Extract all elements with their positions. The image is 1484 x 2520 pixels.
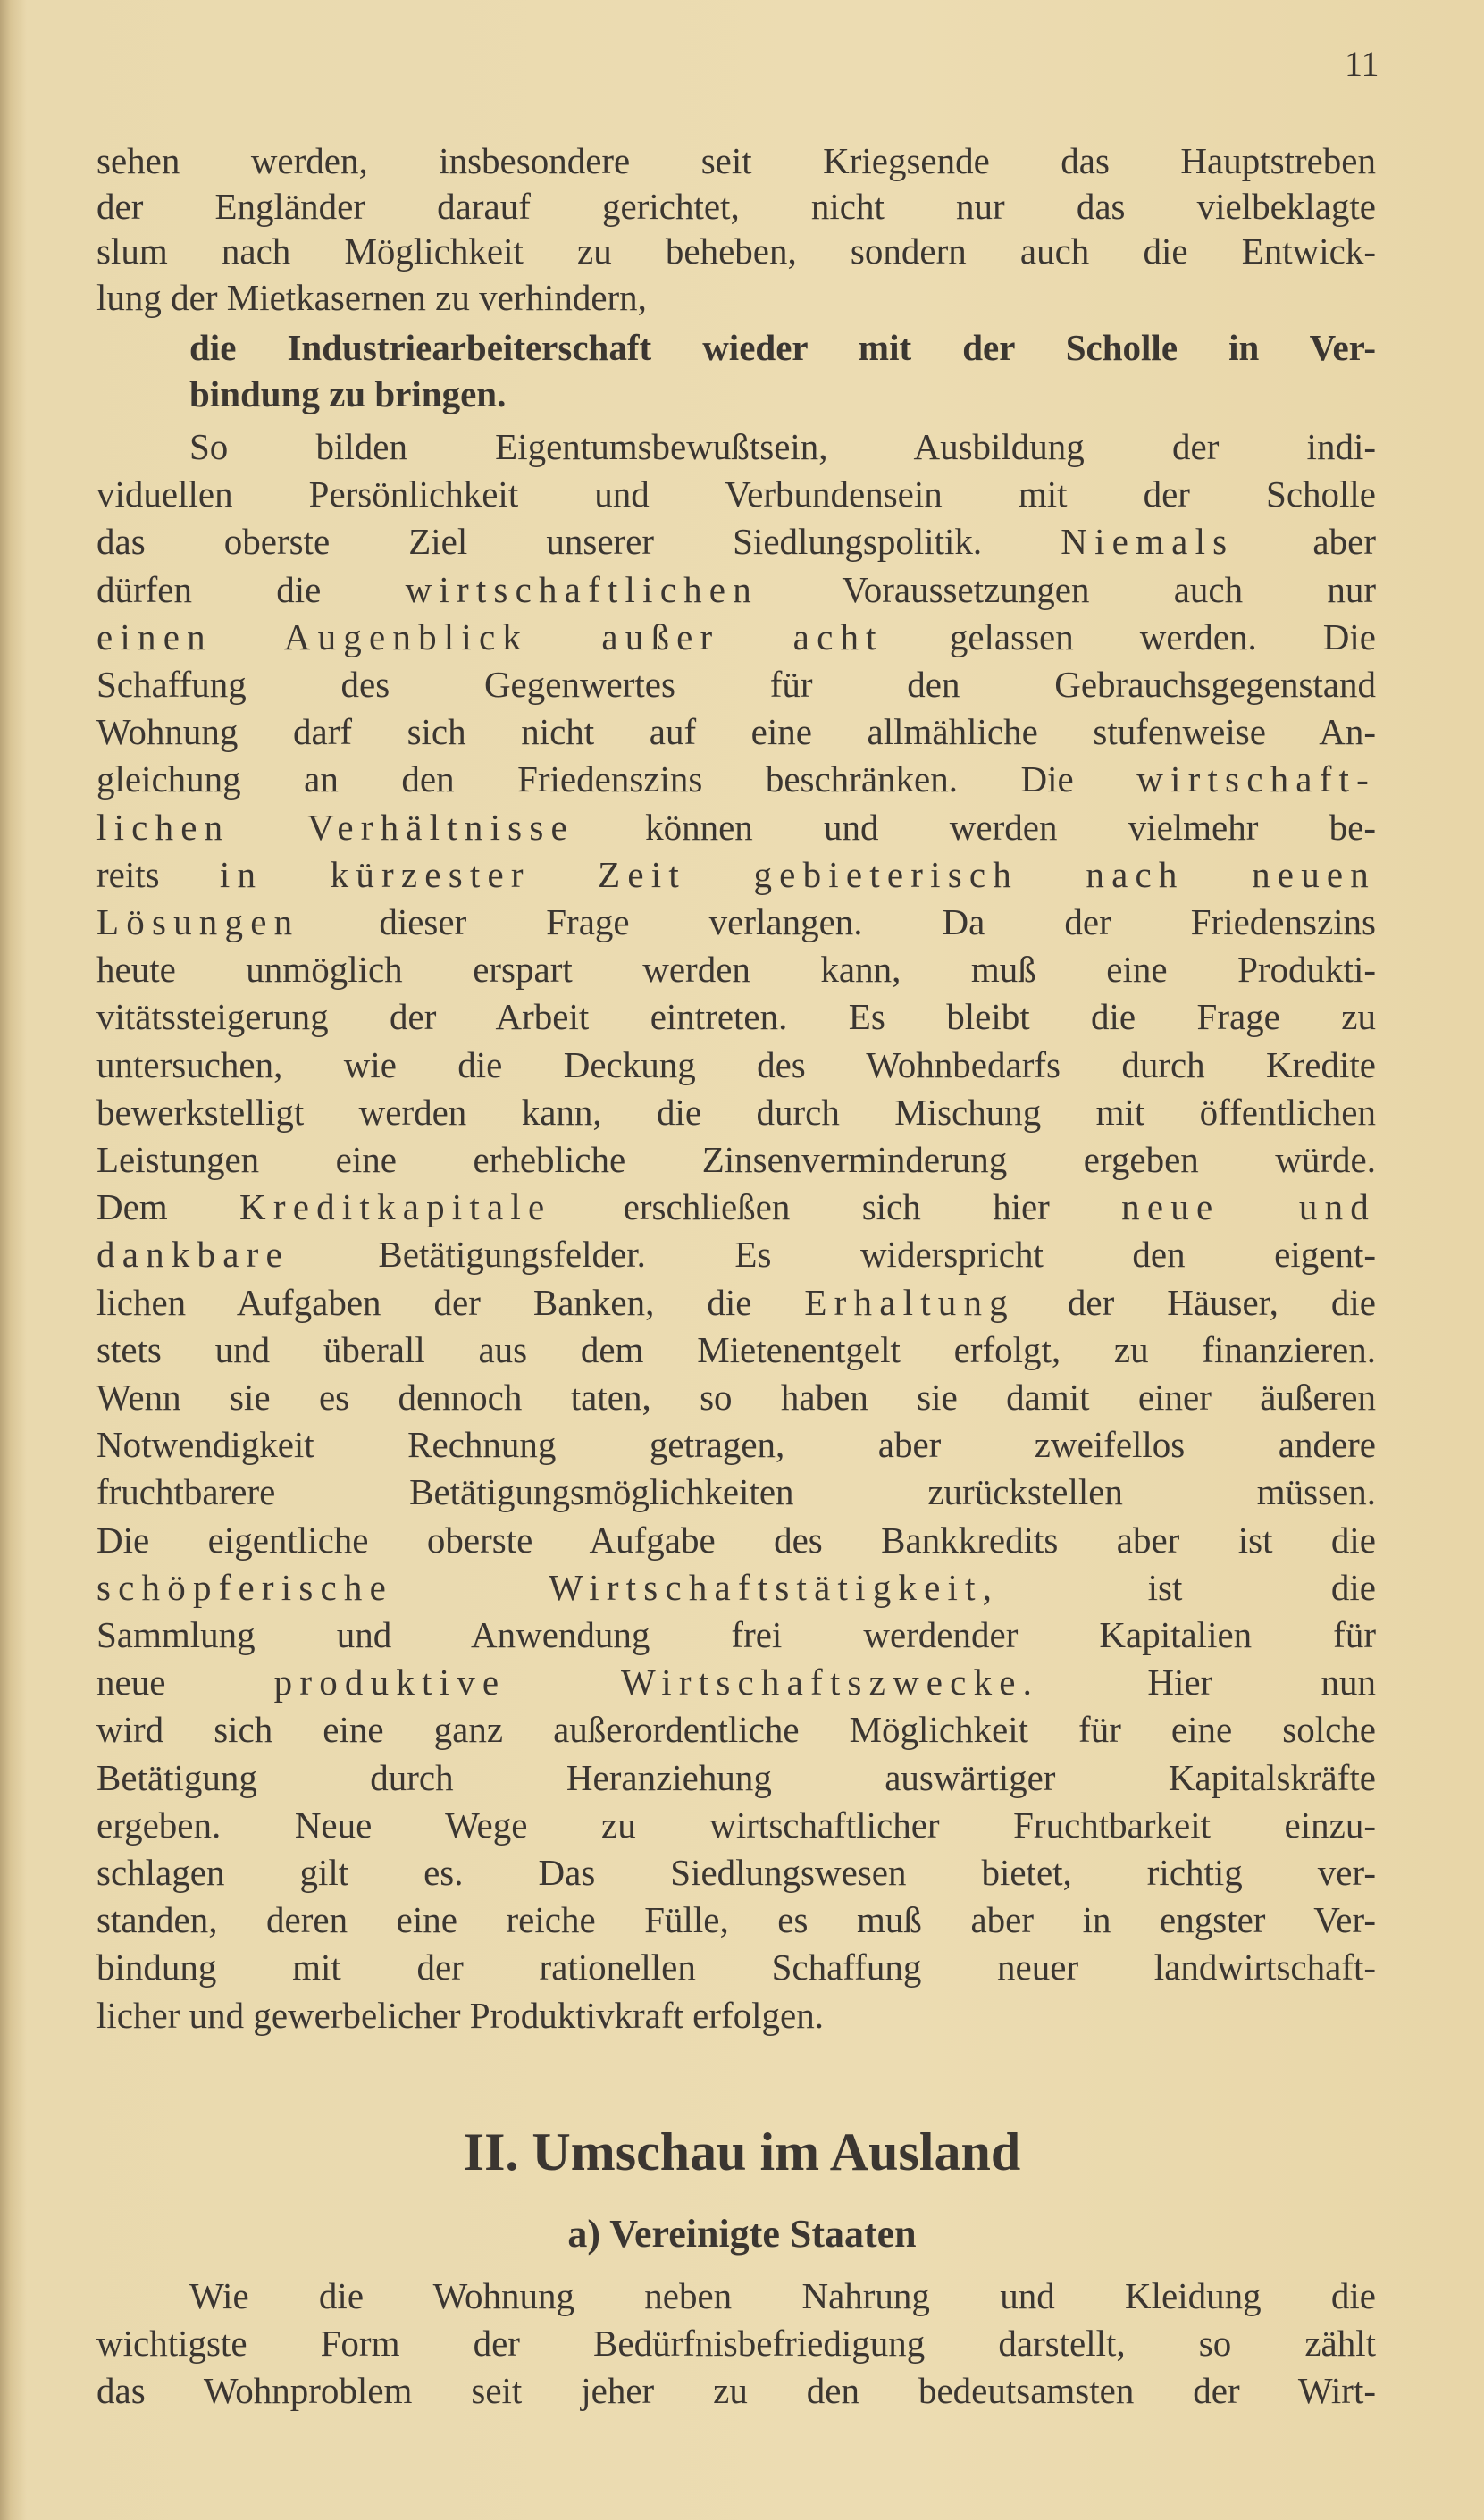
text-segment: erschließen sich hier [551,1186,1122,1228]
text-line [96,566,1376,613]
text-segment: der Häuser, die [1014,1281,1376,1323]
text-line [96,1279,1376,1326]
page-number: 11 [1345,44,1379,84]
text-segment: aber [1234,521,1376,563]
text-segment: sehen werden, insbesondere seit Kriegsende das Hauptstreben [96,140,1376,181]
text-line [96,899,1376,945]
text-segment: das oberste Ziel unserer Siedlungspolitik. [96,521,1061,563]
spaced-emphasis: einen Augenblick außer acht [96,615,884,657]
text-segment: neue [96,1662,274,1704]
text-line [96,2320,1376,2366]
text-segment: Wohnung darf sich nicht auf eine allmähliche stufenweise An- [96,711,1376,753]
spaced-emphasis: wirtschaftlichen [405,568,759,610]
section-heading: II. Umschau im Ausland [463,2122,1021,2181]
text-line [96,1421,1376,1468]
text-line [96,1089,1376,1135]
text-segment: heute unmöglich erspart werden kann, muß eine Produkti- [96,949,1376,991]
text-segment: lung der Mietkasernen zu verhindern, [96,277,647,318]
text-segment: wird sich eine ganz außerordentliche Möglichkeit für eine solche [96,1709,1376,1751]
text-segment: viduellen Persönlichkeit und Verbundensein mit der Scholle [96,473,1376,515]
text-segment: die Industriearbeiterschaft wieder mit der Scholle in Ver- [189,327,1376,368]
text-line [96,661,1376,707]
text-line [96,1944,1376,1990]
spaced-emphasis: wirtschaft- [1136,758,1376,800]
text-segment: Hier nun [1039,1662,1376,1704]
text-segment: vitätssteigerung der Arbeit eintreten. Es bleibt die Frage zu [96,996,1376,1038]
text-line [96,804,1376,850]
text-segment: Notwendigkeit Rechnung getragen, aber zweifellos andere [96,1424,1376,1466]
text-segment: standen, deren eine reiche Fülle, es muß aber in engster Ver- [96,1899,1376,1941]
spaced-emphasis: in kürzester Zeit gebieterisch nach neuen [219,853,1376,895]
text-segment: reits [96,853,220,895]
text-segment: Leistungen eine erhebliche Zinsenverminderung ergeben würde. [96,1139,1376,1180]
text-line [96,756,1376,802]
text-segment: können und werden vielmehr be- [574,806,1376,848]
text-line [189,324,1376,371]
text-line [96,1896,1376,1943]
text-segment: Wenn sie es dennoch taten, so haben sie damit einer äußeren [96,1377,1376,1418]
spaced-emphasis: Lösungen [96,901,300,942]
text-segment: Schaffung des Gegenwertes für den Gebrauchsgegenstand [96,664,1376,705]
text-segment: Voraussetzungen auch nur [758,568,1376,610]
text-line [189,423,1376,470]
text-line [96,946,1376,992]
text-line [96,1992,1376,2039]
text-line [96,1469,1376,1515]
text-segment: bindung mit der rationellen Schaffung neuer landwirtschaft- [96,1947,1376,1988]
text-line [96,471,1376,517]
text-segment: untersuchen, wie die Deckung des Wohnbedarfs durch Kredite [96,1043,1376,1085]
text-line [96,1517,1376,1563]
text-line [96,1802,1376,1848]
text-segment: schlagen gilt es. Das Siedlungswesen bietet, richtig ver- [96,1852,1376,1893]
text-segment: Betätigungsfelder. Es widerspricht den eigent- [289,1234,1376,1276]
text-line [96,518,1376,565]
text-segment: dieser Frage verlangen. Da der Friedenszins [299,901,1376,942]
text-segment: Sammlung und Anwendung frei werdender Kapitalien für [96,1614,1376,1655]
spaced-emphasis: Kreditkapitale [239,1186,552,1228]
text-line [96,274,1376,321]
text-line [96,1659,1376,1705]
text-segment: stets und überall aus dem Mietenentgelt erfolgt, zu finanzieren. [96,1328,1376,1370]
text-segment: Die eigentliche oberste Aufgabe des Bankkredits aber ist die [96,1519,1376,1561]
text-line [96,1849,1376,1896]
text-segment: ergeben. Neue Wege zu wirtschaftlicher Fruchtbarkeit einzu- [96,1804,1376,1846]
spaced-emphasis: Erhaltung [804,1281,1015,1323]
text-segment: slum nach Möglichkeit zu beheben, sondern auch die Entwick- [96,230,1376,272]
text-line [96,1327,1376,1373]
spaced-emphasis: dankbare [96,1234,289,1276]
text-line [96,1706,1376,1753]
text-line [96,708,1376,755]
text-segment: licher und gewerbelicher Produktivkraft erfolgen. [96,1994,824,2036]
spaced-emphasis: produktive Wirtschaftszwecke. [273,1662,1040,1704]
text-line [96,1754,1376,1801]
subsection-heading: a) Vereinigte Staaten [567,2212,917,2256]
text-line [96,993,1376,1040]
text-segment: gleichung an den Friedenszins beschränken. Die [96,758,1137,800]
text-segment: fruchtbarere Betätigungsmöglichkeiten zurückstellen müssen. [96,1471,1376,1513]
text-segment: gelassen werden. Die [883,615,1376,657]
text-line [96,1042,1376,1088]
text-line [189,2273,1376,2319]
spaced-emphasis: Niemals [1061,521,1235,563]
text-segment: das Wohnproblem seit jeher zu den bedeutsamsten der Wirt- [96,2370,1376,2411]
text-segment: der Engländer darauf gerichtet, nicht nur das vielbeklagte [96,186,1376,227]
text-line [96,1612,1376,1658]
text-line [96,851,1376,898]
text-line [96,1231,1376,1277]
text-segment: ist die [999,1566,1376,1608]
text-segment: wichtigste Form der Bedürfnisbefriedigung darstellt, so zählt [96,2323,1376,2364]
spaced-emphasis: lichen Verhältnisse [96,806,574,848]
text-line [96,614,1376,660]
text-line [96,1136,1376,1183]
text-segment: So bilden Eigentumsbewußtsein, Ausbildung der indi- [189,426,1376,467]
text-segment: dürfen die [96,568,406,610]
spaced-emphasis: neue und [1121,1186,1377,1228]
text-segment: Betätigung durch Heranziehung auswärtiger Kapitalskräfte [96,1756,1376,1798]
text-segment: bindung zu bringen. [189,373,507,414]
text-line [96,1184,1376,1230]
spaced-emphasis: schöpferische Wirtschaftstätigkeit, [96,1566,1000,1608]
text-line [189,371,1376,417]
text-line [96,1374,1376,1420]
text-line [96,138,1376,184]
text-line [96,2367,1376,2414]
text-line [96,228,1376,274]
text-segment: bewerkstelligt werden kann, die durch Mischung mit öffentlichen [96,1091,1376,1133]
text-segment: Dem [96,1186,240,1228]
text-segment: lichen Aufgaben der Banken, die [96,1281,805,1323]
text-segment: Wie die Wohnung neben Nahrung und Kleidung die [189,2275,1376,2316]
text-line [96,1564,1376,1611]
text-line [96,183,1376,230]
